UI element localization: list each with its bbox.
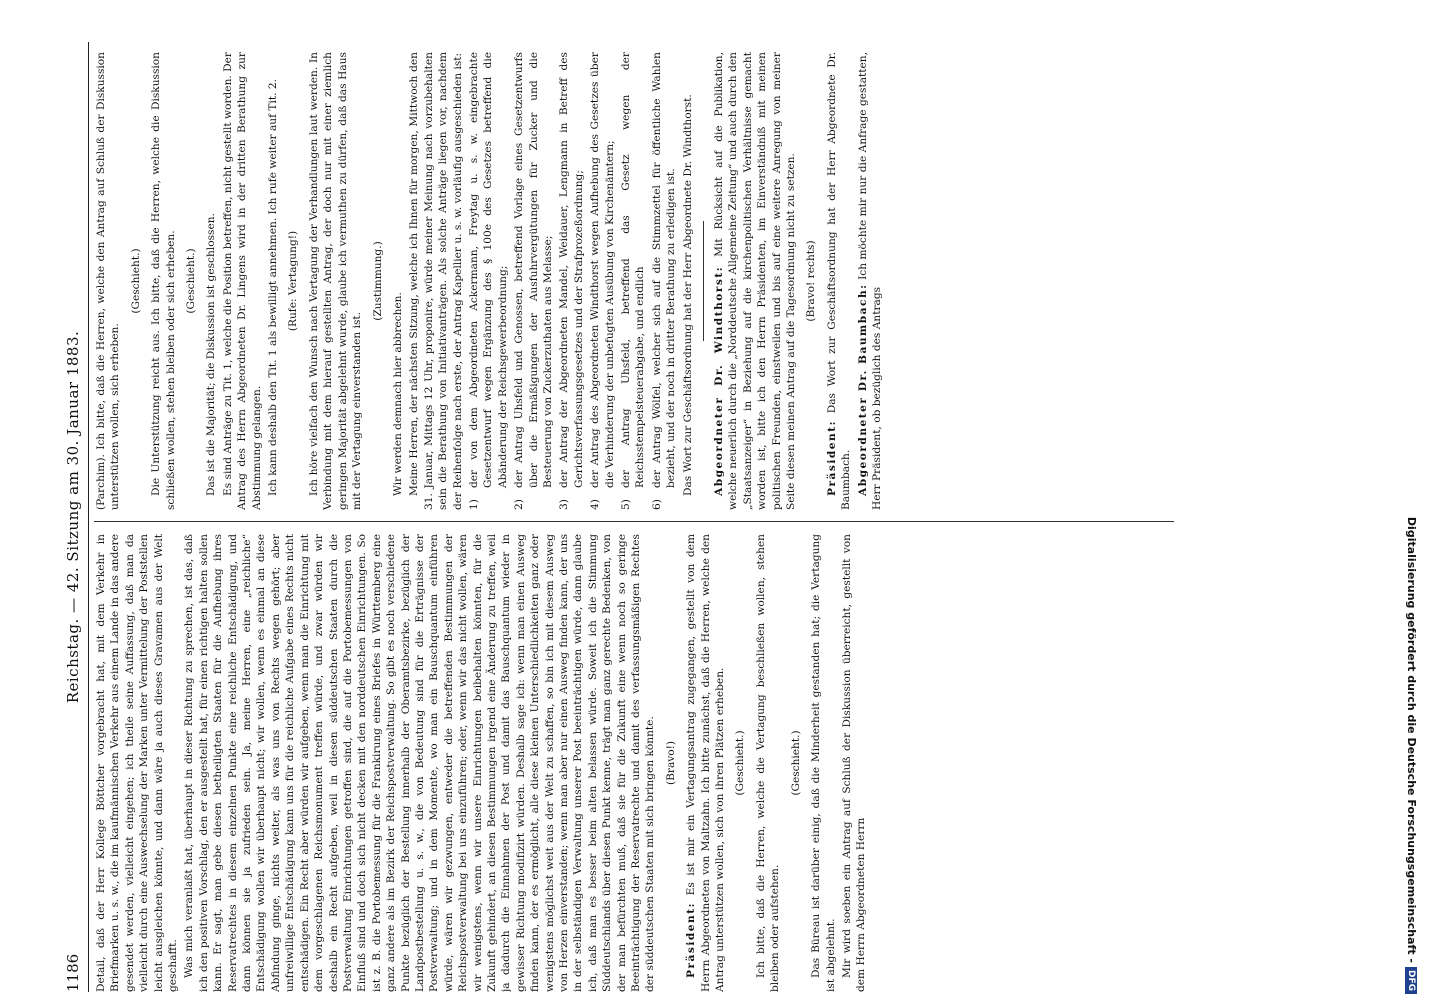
paragraph: Das ist die Majorität; die Diskussion ist geschlossen. (205, 213, 218, 496)
stage-direction: (Geschieht.) (185, 248, 198, 314)
list-item: 3) der Antrag der Abgeordneten Mandel, Weidauer, Lengmann in Betreff des Gerichtsverfassungsgesetzes und der Strafprozeßordnung; (558, 52, 585, 510)
paragraph: Ich kann deshalb den Tit. 1 als bewilligt annehmen. Ich rufe weiter auf Tit. 2. (267, 79, 280, 496)
stage-direction: (Geschieht.) (734, 730, 747, 796)
stage-direction: (Zustimmung.) (371, 241, 384, 321)
speech-text: Das Wort zur Geschäftsordnung hat der Herr Abgeordnete Dr. Baumbach. (825, 52, 853, 510)
page-header (58, 42, 89, 992)
right-column (94, 52, 1364, 510)
digitization-credit (1396, 6, 1426, 994)
speaker-label: Abgeordneter Dr. Windthorst: (713, 265, 726, 496)
column-divider (94, 521, 1174, 522)
list-item: 4) der Antrag des Abgeordneten Windthorst wegen Aufhebung des Gesetzes über die Verhinderung der unbefugten Ausübung von Kirchenämtern; (589, 52, 616, 510)
stage-direction: (Geschieht.) (129, 248, 142, 314)
paragraph: Die Unterstützung reicht aus. Ich bitte, daß die Herren, welche die Diskussion schließen wollen, stehen bleiben oder sich erheben. (150, 52, 177, 510)
paragraph: Wir werden demnach hier abbrechen. (391, 292, 404, 496)
paragraph: Was mich veranlaßt hat, überhaupt in dieser Richtung zu sprechen, ist das, daß ich den positiven Vorschlag, den er ausgestellt hat, für einen richtigen halten sollen kann. Er sagt, man gebe diesen betheiligten Staaten für die Aufhebung ihres Reservatrechtes in diesem einzelnen Punkte eine reichliche Entschädigung, und dann können sie ja zufrieden sein. Ja, meine Herren, eine „reichliche“ Entschädigung wollen wir überhaupt nicht; wir wollen, wenn es einmal an diese Abfindung ginge, nichts weiter, als was uns von Rechts wegen gehört; aber unfreiwillige Entschädigung kann uns für die reichliche Aufgabe eines Rechts nicht entschädigen. Ein Recht aber würden wir aufgeben, wenn man die Einrichtung mit dem vorgeschlagenen Reichsmonument treffen würde, und zwar würden wir deshalb ein Recht aufgeben, weil in diesen süddeutschen Staaten durch die Postverwaltung Einrichtungen getroffen sind, die auf die Portobemessungen von Einfluß sind und doch sich nicht decken mit den norddeutschen Einrichtungen. So ist z. B. die Portobemessung für die Frankirung eines Briefes in Württemberg eine ganz andere als im Bezirk der Reichspostverwaltung. So gibt es noch verschiedene Punkte bezüglich der Bestellung innerhalb der Oberamtsbezirke, bezüglich der Landpostbestellung u. s. w., die von Bedeutung sind für die Erträgnisse der Postverwaltung; und in dem Momente, wo man ein Bauschquantum einführen würde, wären wir gezwungen, entweder die betreffenden Bestimmungen der Reichspostverwaltung bei uns einzuführen; oder, wenn wir das nicht wollen, wären wir wenigstens, wenn wir unsere Einrichtungen beibehalten könnten, für die Zukunft gehindert, an diesen Bestimmungen irgend eine Änderung zu treffen, weil ja dadurch die Einnahmen der Post und damit das Bauschquantum wieder in gewisser Richtung modifizirt würden. Deshalb sage ich: wenn man einen Ausweg finden kann, der es ermöglicht, alle diese kleinen Unterschiedlichkeiten ganz oder wenigstens möglichst weit aus der Welt zu schaffen, so bin ich mit diesem Ausweg von Herzen einverstanden; wenn man aber nur einen Ausweg finden kann, der uns in der selbständigen Verwaltung unserer Post beeinträchtigen würde, dann glaube ich, daß man es besser beim alten belassen würde. Soweit ich die Stimmung Süddeutschlands über diesen Punkt kenne, trägt man ganz gerechte Bedenken, von der man befürchten muß, daß sie für die Zukunft eine wenn noch so geringe Beeinträchtigung der Reservatrechte und damit des verfassungsmäßigen Rechtes der süddeutschen Staaten mit sich bringen könnte. (183, 534, 657, 992)
paragraph: Meine Herren, der nächsten Sitzung, welche ich Ihnen für morgen, Mittwoch den 31. Januar, Mittags 12 Uhr, proponire, würde meiner Meinung nach vorzubehalten sein die Berathung von Initiativanträgen. Als solche Anträge liegen vor, nachdem der Reihenfolge nach erste, der Antrag Kapellier u. s. w. vorläufig ausgeschieden ist: (408, 52, 464, 510)
stage-direction: (Bravo!) (664, 740, 677, 786)
list-item: 6) der Antrag Wölfel, welcher sich auf die Stimmzettel für öffentliche Wahlen bezieht, und der noch in dritter Berathung zu erledigen ist. (650, 52, 678, 510)
paragraph: Ich höre vielfach den Wunsch nach Vertagung der Verhandlungen laut werden. In Verbindung mit dem hierauf gestellten Antrag, der doch nur mit einer ziemlich geringen Majorität abgelehnt wurde, glaube ich vermuthen zu dürfen, daß das Haus mit der Vertagung einverstanden ist. (307, 52, 364, 510)
paragraph: Das Wort zur Geschäftsordnung hat der Herr Abgeordnete Dr. Windthorst. (681, 94, 694, 496)
paragraph: Ich bitte, daß die Herren, welche die Vertagung beschließen wollen, stehen bleiben oder aufstehen. (754, 534, 782, 992)
speaker-label: Präsident: (685, 901, 698, 978)
running-title: Reichstag. — 42. Sitzung am 30. Januar 1883. (64, 330, 82, 704)
paragraph (712, 52, 798, 510)
paragraph: Das Büreau ist darüber einig, daß die Minderheit gestanden hat; die Vertagung ist abgelehnt. (810, 534, 837, 992)
list-item: 1) der von dem Abgeordneten Ackermann, Freytag u. s. w. eingebrachte Gesetzentwurf wegen Ergänzung des § 100e des Gesetzes betreffend die Abänderung der Reichsgewerbeordnung; (467, 52, 509, 510)
speaker-label: Präsident: (825, 419, 838, 496)
dfg-logo: DFG (1406, 967, 1418, 994)
paragraph (825, 52, 854, 510)
paragraph: Es sind Anträge zu Tit. 1, welche die Position betreffen, nicht gestellt worden. Der Antrag des Herrn Abgeordneten Dr. Lingens wird in der dritten Berathung zur Abstimmung gelangen. (221, 52, 263, 510)
paragraph: Mir wird soeben ein Antrag auf Schluß der Diskussion überreicht, gestellt von dem Herrn Abgeordneten Herrn (840, 534, 868, 992)
speaker-label: Abgeordneter Dr. Baumbach: (856, 283, 869, 496)
agenda-list (467, 52, 679, 510)
left-column (94, 534, 1364, 992)
paragraph (856, 52, 885, 510)
list-item: 5) der Antrag Uhsfeld, betreffend das Gesetz wegen der Reichsstempelsteuerabgabe, und endlich (620, 52, 647, 510)
speech-text: Mit Rücksicht auf die Publikation, welche neuerlich durch die „Norddeutsche Allgemeine Zeitung“ und auch durch den „Staatsanzeiger“ in Beziehung auf die kirchenpolitischen Verhältnisse gemacht worden ist, bitte ich den Herrn Präsidenten, im Einverständniß mit meinen politischen Freunden, einstweilen und bis auf eine weitere Anregung von meiner Seite diesen meinen Antrag auf die Tagesordnung nicht zu setzen. (713, 52, 798, 510)
document-page (58, 42, 1368, 992)
speech-text: Es ist mir ein Vertagungsantrag zugegangen, gestellt von dem Herrn Abgeordneten von Maltzahn. Ich bitte zunächst, daß die Herren, welche den Antrag unterstützen wollen, sich von ihren Plätzen erheben. (685, 534, 727, 992)
section-rule (703, 221, 704, 341)
list-item: 2) der Antrag Uhsfeld und Genossen, betreffend Vorlage eines Gesetzentwurfs über die Ermäßigungen der Ausfuhrvergütungen für Zucker und die Besteuerung von Zuckerzuthaten aus Melasse; (513, 52, 554, 510)
page-number: 1186 (64, 953, 82, 992)
stage-direction: (Geschieht.) (789, 730, 802, 796)
paragraph: Detail, daß der Herr Kollege Böttcher vorgebracht hat, mit dem Verkehr in Briefmarken u. s. w., die im kaufmännischen Verkehr aus einem Lande in das andere gesendet werden, vielleicht eingehen; ich theile seine Auffassung, daß man da vielleicht durch eine Auswechselung der Marken unter Vermittelung der Poststellen leicht ausgleichen könnte, und dann wäre ja auch dieses Gravamen aus der Welt geschafft. (95, 534, 180, 992)
speech-text: Ich möchte mir nur die Anfrage gestatten, Herr Präsident, ob bezüglich des Antrags (856, 52, 884, 510)
credit-text: Digitalisierung gefördert durch die Deutsche Forschungsgemeinschaft - (1405, 516, 1418, 963)
paragraph: (Parchim). Ich bitte, daß die Herren, welche den Antrag auf Schluß der Diskussion unterstützen wollen, sich erheben. (95, 52, 122, 510)
paragraph (684, 534, 727, 992)
stage-direction: (Bravo! rechts) (805, 240, 818, 322)
stage-direction: (Rufe: Vertagung!) (287, 230, 300, 332)
